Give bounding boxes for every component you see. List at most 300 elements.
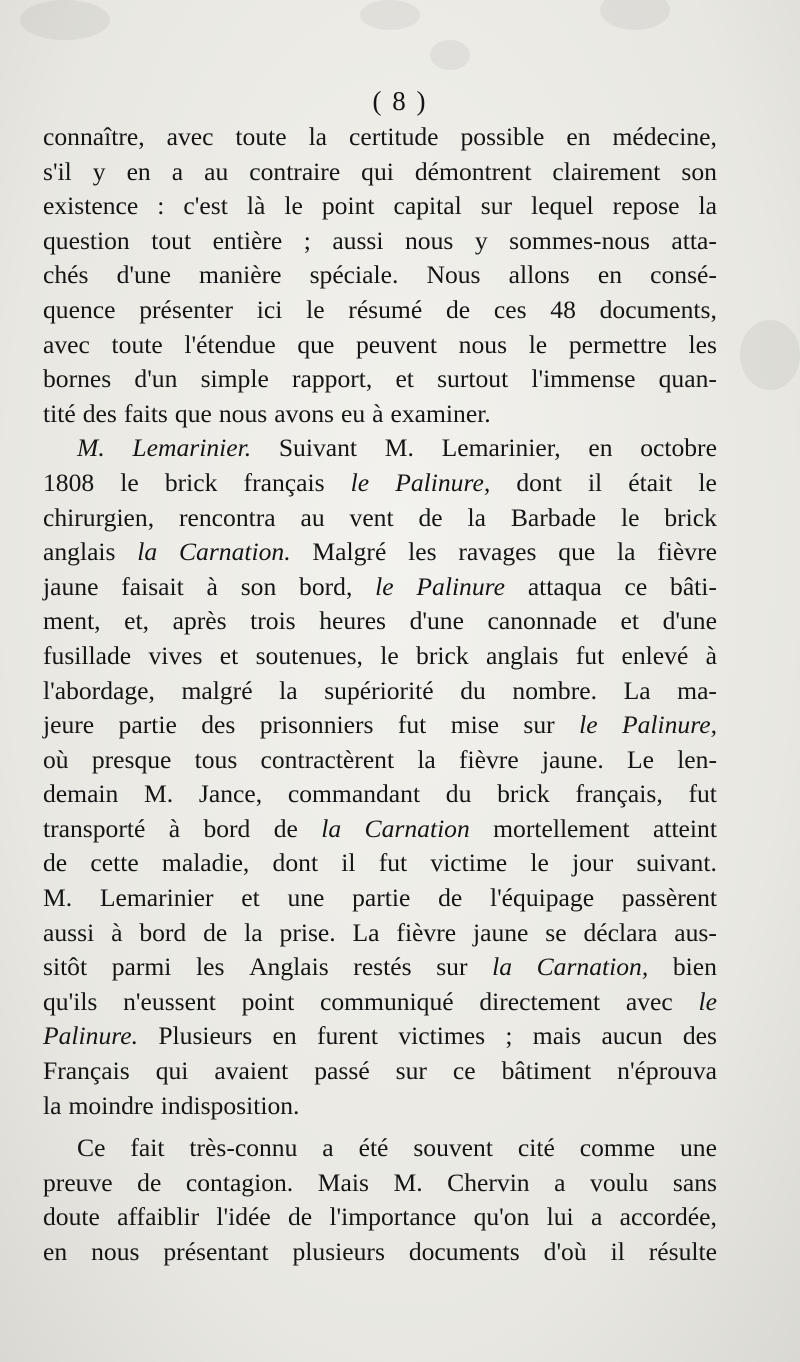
word: octobre <box>640 433 717 463</box>
word: l'équipage <box>489 883 595 913</box>
word: médecine, <box>612 122 717 151</box>
word: Anglais <box>249 952 329 982</box>
word: a <box>590 1202 603 1232</box>
word: en <box>597 260 623 290</box>
word: furent <box>316 1021 379 1051</box>
word: nombre. <box>512 675 597 705</box>
word <box>622 708 717 743</box>
word: la <box>244 917 263 947</box>
word: manière <box>199 260 282 290</box>
word: supériorité <box>324 675 434 705</box>
word: le <box>620 502 640 532</box>
word: les <box>196 952 225 982</box>
text-line <box>43 397 717 432</box>
text-line <box>43 431 717 466</box>
word: Suivant <box>278 433 358 463</box>
text-line <box>43 155 717 190</box>
word: résumé <box>348 294 423 324</box>
italic-text: Palinure, <box>395 467 491 497</box>
word: victimes <box>398 1021 486 1051</box>
word: nous <box>218 398 268 428</box>
word: documents, <box>599 294 717 324</box>
word: aussi <box>43 917 95 947</box>
word: ce <box>452 1056 476 1086</box>
word: documents <box>408 1237 520 1266</box>
word: était <box>628 467 673 497</box>
word: avec <box>43 329 90 359</box>
word: des <box>682 1021 717 1051</box>
word: Le <box>626 744 654 774</box>
word: l'étendue <box>184 329 276 359</box>
word: spéciale. <box>309 260 399 290</box>
text-line <box>43 777 717 812</box>
word: anglais <box>43 537 116 567</box>
word: au <box>204 156 229 186</box>
word: fut <box>397 710 427 740</box>
word: contraire <box>249 156 341 186</box>
word: y <box>474 225 488 255</box>
word: partie <box>118 710 177 740</box>
word <box>43 1019 138 1054</box>
word: ces <box>493 294 527 324</box>
word: sur <box>523 710 555 740</box>
word: nous <box>405 225 454 255</box>
word: point <box>241 986 295 1016</box>
word: surtout <box>437 364 509 394</box>
text-line <box>43 881 717 916</box>
text-line <box>43 1131 717 1166</box>
word: brick <box>164 467 218 497</box>
word: jeure <box>43 710 95 740</box>
word: il <box>341 848 356 878</box>
word <box>179 535 291 570</box>
word: jaune. <box>541 744 604 774</box>
text-line <box>43 501 717 536</box>
word: l'importance <box>329 1202 457 1232</box>
italic-text: la <box>492 952 512 982</box>
word: brick <box>664 502 717 532</box>
word: à <box>705 640 717 670</box>
word: M. <box>393 1167 423 1197</box>
text-line <box>43 708 717 743</box>
word: qu'ils <box>43 986 98 1016</box>
word: dont <box>516 467 562 497</box>
word: enlevé <box>621 640 689 670</box>
word: été <box>358 1133 389 1163</box>
word: et <box>219 640 239 670</box>
word: bornes <box>43 364 112 394</box>
word: fut <box>378 848 408 878</box>
word: l'idée <box>216 1202 271 1232</box>
word: bord <box>139 917 187 947</box>
word: où <box>43 744 69 774</box>
word: toute <box>235 122 287 151</box>
word: malgré <box>181 675 253 705</box>
word: La <box>352 917 380 947</box>
word: permettre <box>568 329 667 359</box>
word: après <box>172 606 227 636</box>
word: y <box>92 156 106 186</box>
word: Ce <box>77 1133 106 1163</box>
word: 48 <box>550 294 576 324</box>
word: il <box>610 1237 625 1266</box>
word: cité <box>517 1133 555 1163</box>
word: du <box>460 675 486 705</box>
word: jour <box>572 848 614 878</box>
word: La <box>623 675 651 705</box>
word: le <box>306 294 325 324</box>
text-line <box>43 224 717 259</box>
word <box>395 466 490 501</box>
word: suivant. <box>636 848 717 878</box>
word: victime <box>430 848 508 878</box>
word: que <box>558 537 596 567</box>
word: fut <box>688 779 717 809</box>
word: demain <box>43 779 119 809</box>
word: des <box>201 710 236 740</box>
text-line <box>43 674 717 709</box>
word: sommes-nous <box>509 225 650 255</box>
word: bord <box>203 813 251 843</box>
word: qui <box>155 1056 189 1086</box>
word <box>579 708 597 743</box>
word: bâti- <box>670 571 717 601</box>
word: en <box>272 1021 297 1051</box>
word: anglais <box>485 640 559 670</box>
page-stain <box>740 320 800 390</box>
word: trois <box>250 606 296 636</box>
italic-text: la <box>137 537 158 567</box>
text-line <box>43 535 717 570</box>
word: comme <box>579 1133 656 1163</box>
word: directement <box>479 986 601 1016</box>
word: brick <box>416 640 469 670</box>
word: la <box>308 122 328 151</box>
word: voulu <box>590 1167 649 1197</box>
word: ravages <box>458 537 537 567</box>
italic-text: Carnation <box>364 813 470 843</box>
word: ; <box>303 225 311 255</box>
word: commandant <box>287 779 421 809</box>
word: point <box>321 191 375 221</box>
word: à <box>168 813 181 843</box>
word: avons <box>274 398 334 428</box>
word: bien <box>672 952 717 982</box>
text-line <box>43 846 717 881</box>
page-number: ( 8 ) <box>372 86 428 116</box>
word: d'une <box>662 606 717 636</box>
italic-text: le <box>698 986 717 1016</box>
italic-text: la <box>321 813 342 843</box>
word: aus- <box>674 917 717 947</box>
word <box>375 570 393 605</box>
word: ce <box>624 571 648 601</box>
word: les <box>688 329 717 359</box>
word: d'une <box>409 606 464 636</box>
word: doute <box>43 1202 100 1232</box>
word: du <box>445 779 472 809</box>
word: à <box>372 398 384 428</box>
word: démontrent <box>414 156 532 186</box>
word: et <box>620 606 639 636</box>
italic-text: Lemarinier. <box>132 433 252 463</box>
word: d'une <box>116 260 171 290</box>
word: français, <box>575 779 663 809</box>
word: maladie, <box>161 848 250 878</box>
word: a <box>171 156 184 186</box>
word <box>537 950 649 985</box>
word: le <box>528 329 548 359</box>
word: de <box>203 917 228 947</box>
word: lui <box>546 1202 574 1232</box>
word: sur <box>395 1056 427 1086</box>
body-text <box>43 120 717 1270</box>
word: canonnade <box>487 606 597 636</box>
text-line <box>43 1089 717 1124</box>
word: Plusieurs <box>158 1021 253 1051</box>
word: mais <box>532 1021 582 1051</box>
word: à <box>111 917 123 947</box>
page-stain <box>430 40 470 70</box>
word: déclara <box>583 917 658 947</box>
word: plusieurs <box>292 1237 385 1266</box>
word: sans <box>672 1167 717 1197</box>
word: en <box>588 433 613 463</box>
word: ment, <box>43 606 101 636</box>
word <box>699 985 717 1020</box>
word: l'abordage, <box>43 675 155 705</box>
word: Chervin <box>447 1167 530 1197</box>
word: ici <box>256 294 283 324</box>
word: entière <box>212 225 283 255</box>
word: consé- <box>650 260 717 290</box>
text-line <box>43 1166 717 1201</box>
word: fut <box>575 640 605 670</box>
word: Lemarinier <box>99 883 214 913</box>
word <box>77 431 105 466</box>
word: la <box>279 675 298 705</box>
text-line <box>43 293 717 328</box>
word: à <box>206 571 218 601</box>
italic-text: Palinure <box>416 571 506 601</box>
word: eu <box>340 398 366 428</box>
page-stain <box>20 0 110 40</box>
word: attaqua <box>527 571 602 601</box>
word: atteint <box>652 813 717 843</box>
word: prisonniers <box>259 710 374 740</box>
word <box>321 812 341 847</box>
italic-text: Carnation, <box>536 952 649 982</box>
word: fusillade <box>43 640 132 670</box>
word: s'il <box>43 156 72 186</box>
word: question <box>43 225 130 255</box>
word: repose <box>612 191 680 221</box>
word: le <box>380 640 399 670</box>
word: examiner. <box>390 398 491 428</box>
word: quan- <box>658 364 717 394</box>
word: prise. <box>279 917 336 947</box>
italic-text: Palinure, <box>621 710 717 740</box>
word: moindre <box>68 1090 154 1120</box>
word: connaître, <box>43 122 145 151</box>
word: sitôt <box>43 952 88 982</box>
word: la <box>43 1090 62 1120</box>
word: faisait <box>121 571 184 601</box>
text-line <box>43 604 717 639</box>
word: M. <box>384 433 414 463</box>
word: presque <box>91 744 172 774</box>
word: vives <box>148 640 203 670</box>
word: que <box>297 329 335 359</box>
word: ; <box>505 1021 513 1051</box>
word: vent <box>349 502 394 532</box>
word: Barbade <box>510 502 597 532</box>
word: lequel <box>531 191 594 221</box>
italic-text: le <box>350 467 370 497</box>
word: Mais <box>317 1167 369 1197</box>
word: au <box>300 502 325 532</box>
word: restés <box>353 952 412 982</box>
word: quence <box>43 294 116 324</box>
word: avec <box>166 122 214 151</box>
word: M. <box>144 779 174 809</box>
word: faits <box>123 398 168 428</box>
word: capital <box>393 191 462 221</box>
word: qui <box>361 156 394 186</box>
word: en <box>126 156 151 186</box>
paragraph-gap <box>43 1123 717 1131</box>
word: aussi <box>332 225 384 255</box>
word: Malgré <box>312 537 387 567</box>
word: fièvre <box>459 744 519 774</box>
word <box>365 812 470 847</box>
word: présenter <box>139 294 234 324</box>
word: il <box>587 467 603 497</box>
word: clairement <box>552 156 661 186</box>
word: jaune <box>472 917 529 947</box>
word: en <box>43 1237 68 1266</box>
word: sur <box>480 191 513 221</box>
word: Français <box>43 1056 130 1086</box>
word: Jance, <box>198 779 263 809</box>
word: de <box>43 848 68 878</box>
word: sur <box>436 952 468 982</box>
word: accordée, <box>619 1202 717 1232</box>
italic-text: Carnation. <box>178 537 291 567</box>
word: que <box>174 398 212 428</box>
text-line <box>43 916 717 951</box>
word: le <box>284 191 303 221</box>
word: tous <box>194 744 238 774</box>
word: Nous <box>426 260 481 290</box>
page-stain <box>600 0 670 30</box>
word: et <box>395 364 414 394</box>
word: fait <box>130 1133 165 1163</box>
word: rapport, <box>291 364 373 394</box>
word <box>492 950 512 985</box>
word: indisposition. <box>160 1090 300 1120</box>
word: la <box>698 191 717 221</box>
word: en <box>566 122 591 151</box>
word: dont <box>272 848 319 878</box>
italic-text: le <box>375 571 394 601</box>
word: bord, <box>299 571 353 601</box>
word: mortellement <box>493 813 630 843</box>
text-line <box>43 812 717 847</box>
word: allons <box>508 260 570 290</box>
word: tout <box>151 225 192 255</box>
word: tité <box>43 398 76 428</box>
word: 1808 <box>43 467 95 497</box>
word: affaiblir <box>117 1202 200 1232</box>
text-line <box>43 570 717 605</box>
word: len- <box>677 744 717 774</box>
word: souvent <box>413 1133 493 1163</box>
word: la <box>617 537 636 567</box>
word: chés <box>43 260 89 290</box>
word: bâtiment <box>501 1056 592 1086</box>
word: résulte <box>648 1237 717 1266</box>
word: possible <box>460 122 545 151</box>
word: soutenues, <box>255 640 363 670</box>
word: n'éprouva <box>617 1056 717 1086</box>
word: présentant <box>163 1237 269 1266</box>
italic-text: M. <box>77 433 105 463</box>
word: Lemarinier, <box>441 433 561 463</box>
word: de <box>418 502 443 532</box>
word: nous <box>91 1237 140 1266</box>
word: passèrent <box>621 883 717 913</box>
text-line <box>43 1019 717 1054</box>
word: de <box>438 883 463 913</box>
word: de <box>445 294 471 324</box>
word: le <box>530 848 549 878</box>
text-line <box>43 639 717 674</box>
word: là <box>246 191 266 221</box>
text-line <box>43 189 717 224</box>
word: qu'on <box>473 1202 530 1232</box>
word: peuvent <box>355 329 438 359</box>
word: l'immense <box>531 364 636 394</box>
word: mise <box>450 710 500 740</box>
word: brick <box>497 779 550 809</box>
word: d'où <box>543 1237 587 1266</box>
text-line <box>43 328 717 363</box>
word: la <box>467 502 486 532</box>
word: rencontra <box>178 502 276 532</box>
word: jaune <box>43 571 99 601</box>
text-line <box>43 120 717 155</box>
word: simple <box>200 364 269 394</box>
text-line <box>43 985 717 1020</box>
word: le <box>120 467 139 497</box>
word: parmi <box>111 952 172 982</box>
text-line <box>43 466 717 501</box>
italic-text: le <box>579 710 598 740</box>
word: se <box>545 917 567 947</box>
text-line <box>43 1200 717 1235</box>
word: fièvre <box>396 917 457 947</box>
word: la <box>417 744 436 774</box>
word: contractèrent <box>260 744 395 774</box>
word: son <box>681 156 717 186</box>
word: très-connu <box>189 1133 298 1163</box>
word: des <box>82 398 117 428</box>
word: contagion. <box>185 1167 294 1197</box>
word: ma- <box>677 675 717 705</box>
word: M. <box>43 883 73 913</box>
word: communiqué <box>319 986 454 1016</box>
